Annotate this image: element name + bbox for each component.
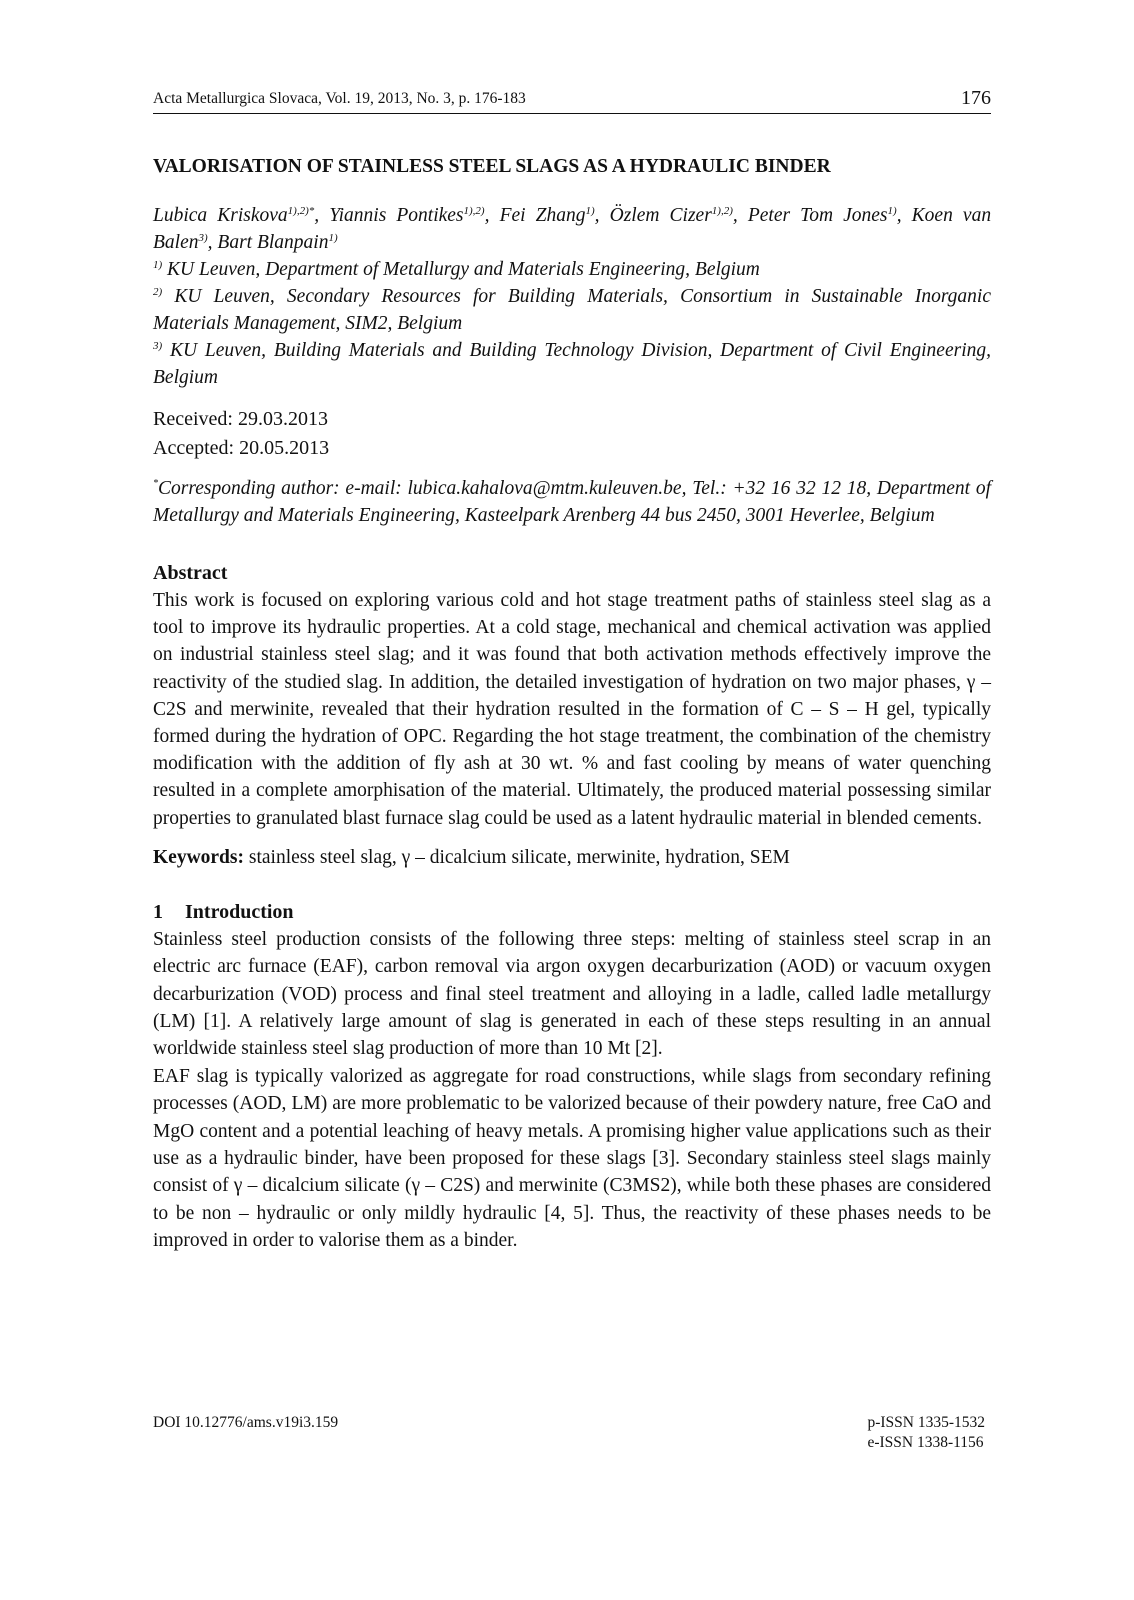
author-name: Lubica Kriskova xyxy=(153,205,288,226)
affiliation xyxy=(153,337,991,391)
doi: DOI 10.12776/ams.v19i3.159 xyxy=(153,1414,339,1431)
corresponding-author xyxy=(153,475,991,529)
keywords xyxy=(153,844,991,871)
section-number: 1 xyxy=(153,900,163,923)
article-title: VALORISATION OF STAINLESS STEEL SLAGS AS A HYDRAULIC BINDER xyxy=(153,156,831,177)
author-name: Yiannis Pontikes xyxy=(329,205,464,226)
keywords-text: stainless steel slag, γ – dicalcium silicate, merwinite, hydration, SEM xyxy=(248,846,790,868)
author-affiliation-mark: 1) xyxy=(585,205,595,217)
author-affiliation-mark: 3) xyxy=(198,232,208,244)
abstract-heading: Abstract xyxy=(153,562,228,584)
affiliation xyxy=(153,283,991,337)
accepted-date: Accepted: 20.05.2013 xyxy=(153,437,330,459)
affiliation-list xyxy=(153,256,991,391)
header-rule xyxy=(153,113,991,114)
affiliation-mark: 2) xyxy=(153,286,163,298)
affiliation-mark: 1) xyxy=(153,259,163,271)
section-title: Introduction xyxy=(185,900,294,923)
affiliation-mark: 3) xyxy=(153,340,163,352)
keywords-label: Keywords: xyxy=(153,846,244,868)
affiliation-text: KU Leuven, Building Materials and Building Technology Division, Department of Civil Engineering, Belgium xyxy=(153,340,992,388)
corresponding-text: Corresponding author: e-mail: lubica.kahalova@mtm.kuleuven.be, Tel.: +32 16 32 12 18, Department of Metallurgy and Materials Engineering, Kasteelpark Arenberg 44 bus 2450, 3001 Heverlee, Belgium xyxy=(153,478,991,526)
author-name: Özlem Cizer xyxy=(609,205,712,226)
author-name: Peter Tom Jones xyxy=(747,205,888,226)
journal-citation: Acta Metallurgica Slovaca, Vol. 19, 2013, No. 3, p. 176-183 xyxy=(153,90,526,107)
print-issn: p-ISSN 1335-1532 xyxy=(867,1414,985,1431)
abstract-text: This work is focused on exploring various cold and hot stage treatment paths of stainless steel slag as a tool to improve its hydraulic properties. At a cold stage, mechanical and chemical activation was applied on industrial stainless steel slag; and it was found that both activation methods effectively improve the reactivity of the studied slag. In addition, the detailed investigation of hydration on two major phases, γ – C2S and merwinite, revealed that their hydration resulted in the formation of C – S – H gel, typically formed during the hydration of OPC. Regarding the hot stage treatment, the combination of the chemistry modification with the addition of fly ash at 30 wt. % and fast cooling by means of water quenching resulted in a complete amorphisation of the material. Ultimately, the produced material possessing similar properties to granulated blast furnace slag could be used as a latent hydraulic material in blended cements. xyxy=(153,590,991,829)
running-header xyxy=(153,86,991,114)
affiliation-text: KU Leuven, Secondary Resources for Building Materials, Consortium in Sustainable Inorganic Materials Management, SIM2, Belgium xyxy=(153,286,992,334)
author-affiliation-mark: 1),2) xyxy=(711,205,733,217)
author-name: Koen van Balen xyxy=(153,205,992,253)
affiliation xyxy=(153,256,991,283)
author-affiliation-mark: 1) xyxy=(887,205,897,217)
author-list: Lubica Kriskova$^{1),2)*}$, Yiannis Pontikes$^{1),2)}$, Fei Zhang$^{1)}$, Özlem Cizer$^{1),2)}$, Peter Tom Jones$^{1)}$, Koen van Balen$^{3)}$, Bart Blanpain$^{1)}$ xyxy=(153,205,992,253)
page-number: 176 xyxy=(961,87,991,109)
electronic-issn: e-ISSN 1338-1156 xyxy=(867,1434,984,1451)
issn-block xyxy=(867,1413,985,1453)
body-paragraph: Stainless steel production consists of the following three steps: melting of stainless steel scrap in an electric arc furnace (EAF), carbon removal via argon oxygen decarburization (AOD) or vacuum oxygen decarburization (VOD) process and final steel treatment and alloying in a ladle, called ladle metallurgy (LM) [1]. A relatively large amount of slag is generated in each of these steps resulting in an annual worldwide stainless steel slag production of more than 10 Mt [2]. xyxy=(153,928,991,1060)
corresponding-mark: * xyxy=(153,478,158,489)
author-name: Fei Zhang xyxy=(499,205,586,226)
section-heading-introduction xyxy=(153,898,991,926)
received-date: Received: 29.03.2013 xyxy=(153,408,328,430)
author-affiliation-mark: 1),2) xyxy=(463,205,485,217)
body-paragraph: EAF slag is typically valorized as aggregate for road constructions, while slags from secondary refining processes (AOD, LM) are more problematic to be valorized because of their powdery nature, free CaO and MgO content and a potential leaching of heavy metals. A promising higher value applications such as their use as a hydraulic binder, have been proposed for these slags [3]. Secondary stainless steel slags mainly consist of γ – dicalcium silicate (γ – C2S) and merwinite (C3MS2), while both these phases are considered to be non – hydraulic or only mildly hydraulic [4, 5]. Thus, the reactivity of these phases needs to be improved in order to valorise them as a binder. xyxy=(153,1065,991,1252)
article-dates xyxy=(153,405,991,463)
author-affiliation-mark: 1),2)* xyxy=(287,205,315,217)
article-body xyxy=(153,150,991,1255)
affiliation-text: KU Leuven, Department of Metallurgy and Materials Engineering, Belgium xyxy=(167,259,760,280)
author-affiliation-mark: 1) xyxy=(328,232,338,244)
author-name: Bart Blanpain xyxy=(217,232,329,253)
